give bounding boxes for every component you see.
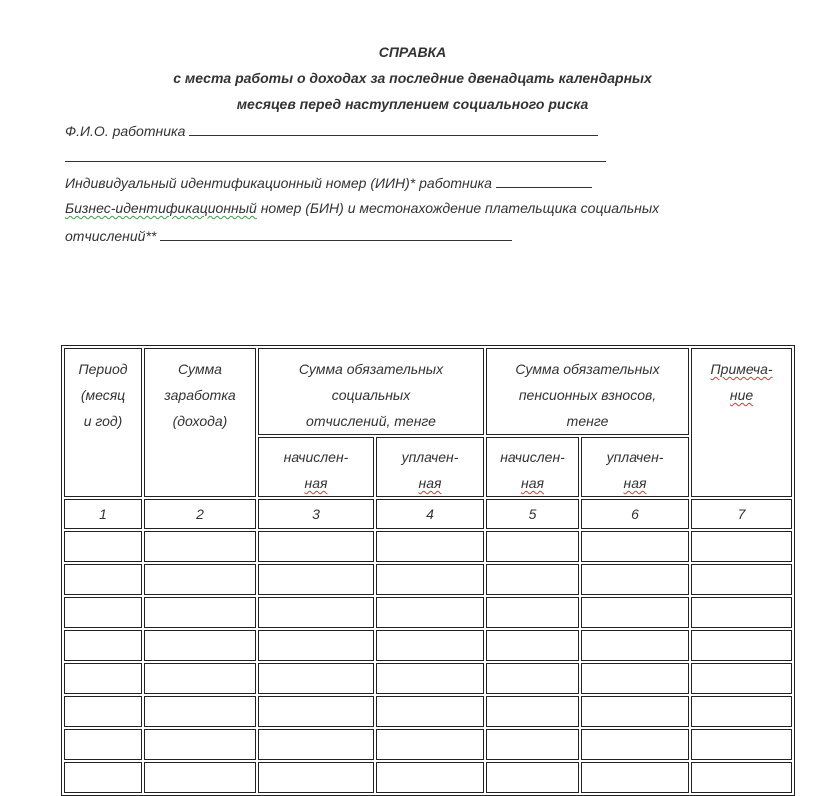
header-note-line: Примеча- — [710, 361, 773, 377]
header-period-line: (месяц — [80, 387, 126, 403]
header-period-line: Период — [78, 361, 128, 377]
column-number: 2 — [144, 499, 256, 529]
table-row — [64, 729, 792, 760]
fio-label: Ф.И.О. работника — [65, 123, 186, 139]
subheader-social-accrued — [258, 437, 374, 497]
table-cell[interactable] — [691, 597, 792, 628]
bin-label-term: Бизнес-идентификационный — [65, 200, 257, 216]
column-number: 1 — [64, 499, 142, 529]
column-number: 7 — [691, 499, 792, 529]
table-row — [64, 531, 792, 562]
table-cell[interactable] — [486, 729, 579, 760]
subheader-line: уплачен- — [606, 449, 664, 465]
table-cell[interactable] — [376, 663, 484, 694]
table-cell[interactable] — [376, 597, 484, 628]
header-pension-line: тенге — [566, 413, 609, 429]
document-subtitle-line2: месяцев перед наступлением социального риска — [236, 96, 589, 112]
table-cell[interactable] — [376, 630, 484, 661]
table-cell[interactable] — [581, 729, 689, 760]
table-cell[interactable] — [486, 597, 579, 628]
table-cell[interactable] — [258, 663, 374, 694]
table-cell[interactable] — [581, 696, 689, 727]
fio-field — [65, 121, 598, 140]
table-cell[interactable] — [581, 663, 689, 694]
header-earnings-line: Сумма — [178, 361, 222, 377]
document-title: СПРАВКА — [378, 44, 447, 60]
table-cell[interactable] — [486, 531, 579, 562]
table-cell[interactable] — [258, 597, 374, 628]
table-cell[interactable] — [144, 630, 256, 661]
iin-blank-line[interactable] — [496, 173, 592, 188]
table-cell[interactable] — [581, 531, 689, 562]
table-cell[interactable] — [258, 531, 374, 562]
table-cell[interactable] — [376, 564, 484, 595]
bin-label-rest: номер (БИН) и местонахождение плательщика социальных — [256, 200, 660, 216]
table-cell[interactable] — [258, 696, 374, 727]
subheader-line: ная — [418, 475, 442, 491]
header-social-line: социальных — [331, 387, 411, 403]
table-cell[interactable] — [376, 531, 484, 562]
header-earnings-line: заработка — [164, 387, 236, 403]
subheader-line: ная — [623, 475, 647, 491]
subheader-line: уплачен- — [401, 449, 459, 465]
subheader-line: ная — [521, 475, 544, 491]
iin-label: Индивидуальный идентификационный номер (ИИН)* работника — [65, 175, 492, 191]
column-number: 3 — [258, 499, 374, 529]
table-cell[interactable] — [64, 630, 142, 661]
bin-blank-line[interactable] — [160, 226, 512, 241]
table-cell[interactable] — [486, 696, 579, 727]
header-earnings — [144, 348, 256, 497]
header-pension-line: Сумма обязательных — [515, 361, 660, 377]
header-earnings-line: (дохода) — [172, 413, 228, 429]
table-cell[interactable] — [691, 630, 792, 661]
header-period-line: и год) — [83, 413, 123, 429]
table-cell[interactable] — [144, 696, 256, 727]
table-cell[interactable] — [691, 564, 792, 595]
bin-field-line2 — [65, 226, 512, 245]
table-row — [64, 663, 792, 694]
table-cell[interactable] — [691, 663, 792, 694]
table-row — [64, 630, 792, 661]
table-cell[interactable] — [64, 564, 142, 595]
table-cell[interactable] — [64, 696, 142, 727]
table-cell[interactable] — [486, 663, 579, 694]
iin-field — [65, 173, 592, 192]
table-cell[interactable] — [581, 630, 689, 661]
table-cell[interactable] — [64, 597, 142, 628]
table-cell[interactable] — [64, 531, 142, 562]
table-cell[interactable] — [258, 729, 374, 760]
header-pension-contributions — [486, 348, 689, 435]
fio-blank-line[interactable] — [189, 121, 598, 136]
column-number: 6 — [581, 499, 689, 529]
table-cell[interactable] — [581, 597, 689, 628]
column-number-row — [64, 499, 792, 529]
table-cell[interactable] — [486, 564, 579, 595]
table-cell[interactable] — [64, 729, 142, 760]
table-cell[interactable] — [144, 564, 256, 595]
income-table — [61, 345, 795, 796]
table-cell[interactable] — [691, 531, 792, 562]
subheader-pension-paid — [581, 437, 689, 497]
table-cell[interactable] — [144, 663, 256, 694]
header-period — [64, 348, 142, 497]
header-note-line: ние — [729, 387, 754, 403]
table-cell[interactable] — [144, 729, 256, 760]
subheader-social-paid — [376, 437, 484, 497]
header-social-line: отчислений, тенге — [306, 413, 436, 429]
fio-continuation-line[interactable] — [65, 161, 606, 162]
subheader-line: ная — [304, 475, 328, 491]
table-cell[interactable] — [144, 531, 256, 562]
table-row — [64, 597, 792, 628]
document-subtitle-line1: с места работы о доходах за последние двенадцать календарных — [173, 70, 652, 86]
table-cell[interactable] — [258, 630, 374, 661]
table-cell[interactable] — [691, 729, 792, 760]
table-cell[interactable] — [376, 696, 484, 727]
subheader-pension-accrued — [486, 437, 579, 497]
header-pension-line: пенсионных взносов, — [518, 387, 657, 403]
column-number: 4 — [376, 499, 484, 529]
subheader-line: начислен- — [500, 449, 565, 465]
table-cell[interactable] — [144, 597, 256, 628]
header-social-line: Сумма обязательных — [298, 361, 444, 377]
header-note — [691, 348, 792, 497]
table-cell[interactable] — [581, 564, 689, 595]
table-cell[interactable] — [691, 696, 792, 727]
column-number: 5 — [486, 499, 579, 529]
header-social-contributions — [258, 348, 484, 435]
bin-field — [65, 199, 659, 217]
table-cell[interactable] — [258, 564, 374, 595]
table-cell[interactable] — [376, 729, 484, 760]
table-row — [64, 696, 792, 727]
table-row — [64, 564, 792, 595]
subheader-line: начислен- — [283, 449, 349, 465]
table-cell[interactable] — [64, 663, 142, 694]
bin-label-line2: отчислений** — [65, 228, 157, 244]
table-cell[interactable] — [486, 630, 579, 661]
